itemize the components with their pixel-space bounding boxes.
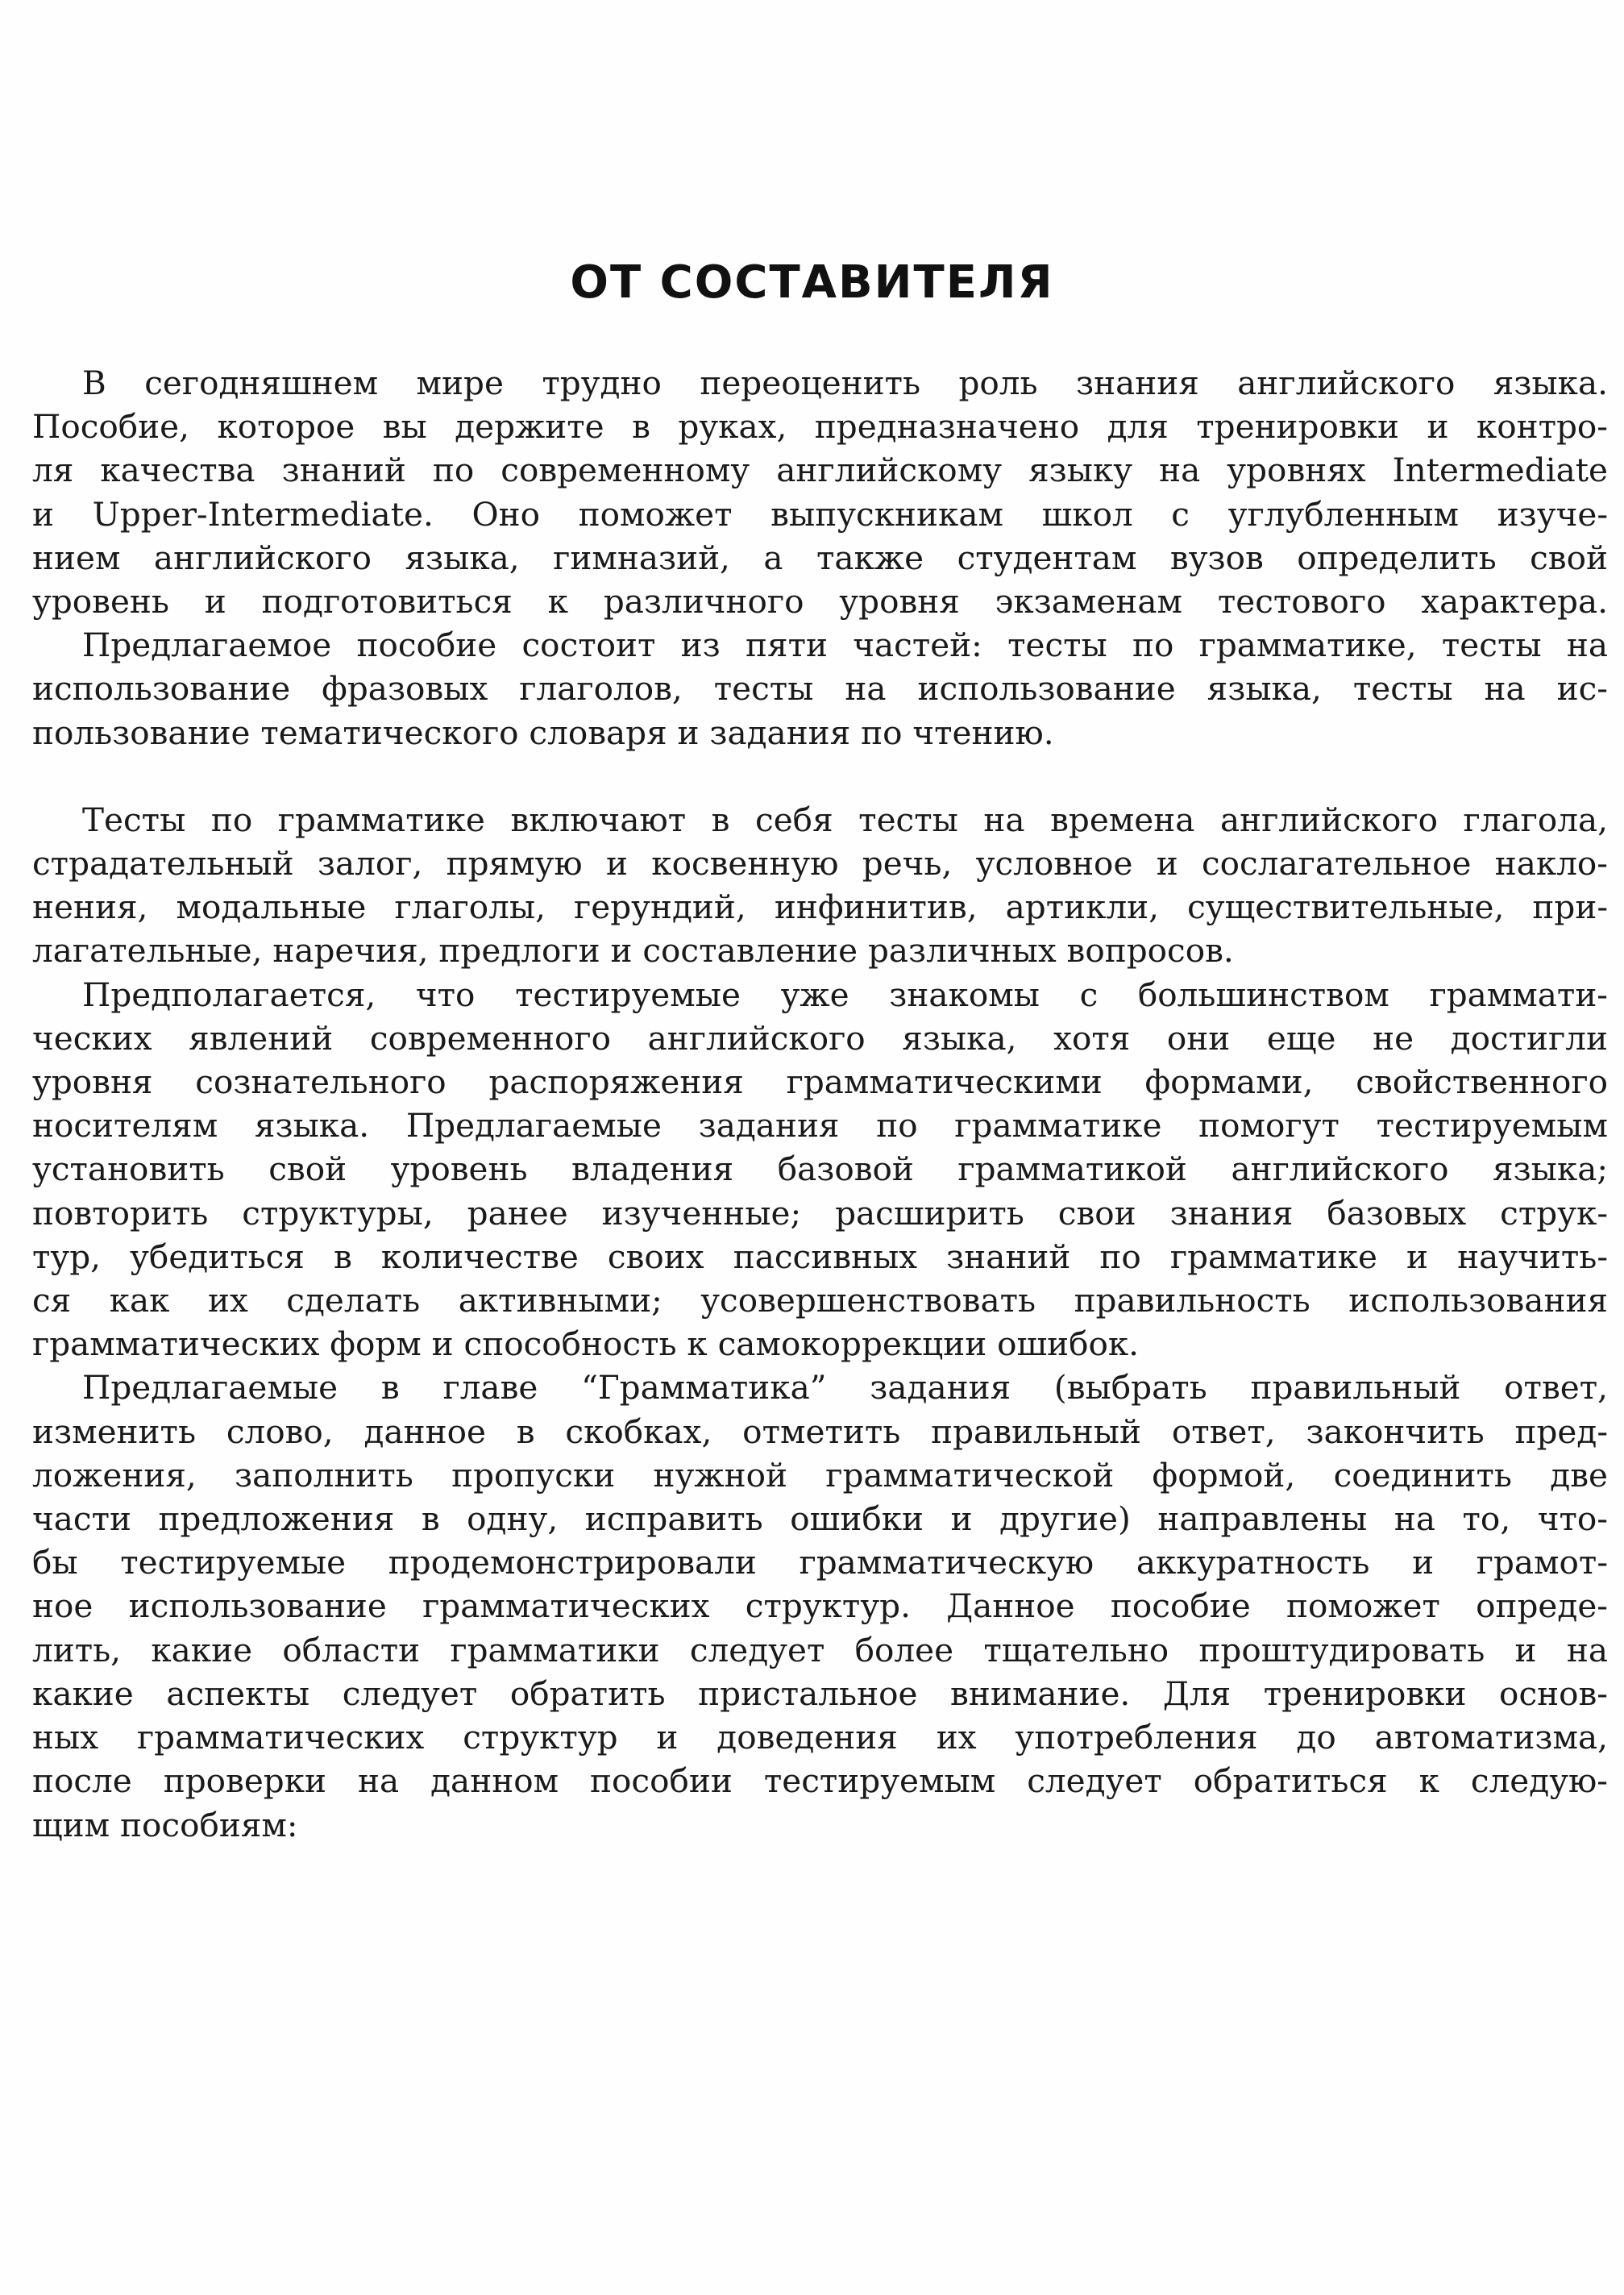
text-line: ложения, заполнить пропуски нужной грамматической формой, соединить две [32, 1455, 1608, 1495]
text-line: уровня сознательного распоряжения грамматическими формами, свойственного [32, 1062, 1608, 1102]
text-line: ля качества знаний по современному английскому языку на уровнях Intermediate [32, 451, 1608, 490]
text-line: нения, модальные глаголы, герундий, инфинитив, артикли, существительные, при- [32, 888, 1608, 927]
text-line: какие аспекты следует обратить пристальное внимание. Для тренировки основ- [32, 1673, 1608, 1713]
paragraph-grammar-tests [32, 798, 1608, 973]
text-line: части предложения в одну, исправить ошибки и другие) направлены на то, что- [32, 1499, 1608, 1539]
text-line: лагательные, наречия, предлоги и составление различных вопросов. [32, 931, 1234, 971]
text-line: Предлагаемые в главе “Грамматика” задания (выбрать правильный ответ, [82, 1368, 1608, 1407]
text-line: и Upper-Intermediate. Оно поможет выпускникам школ с углубленным изуче- [32, 494, 1608, 534]
text-line: тур, убедиться в количестве своих пассивных знаний по грамматике и научить- [32, 1237, 1608, 1276]
text-line: носителям языка. Предлагаемые задания по грамматике помогут тестируемым [32, 1106, 1608, 1145]
text-line: грамматических форм и способность к самокоррекции ошибок. [32, 1324, 1140, 1364]
text-line: Предполагается, что тестируемые уже знакомы с большинством граммати- [82, 975, 1608, 1014]
text-line: ное использование грамматических структур. Данное пособие поможет опреде- [32, 1586, 1608, 1626]
page-title: ОТ СОСТАВИТЕЛЯ [570, 256, 1054, 309]
text-line: страдательный залог, прямую и косвенную речь, условное и сослагательное накло- [32, 844, 1608, 883]
text-line: ных грамматических структур и доведения их употребления до автоматизма, [32, 1718, 1608, 1757]
text-line: установить свой уровень владения базовой грамматикой английского языка; [32, 1150, 1608, 1189]
text-line: лить, какие области грамматики следует более тщательно проштудировать и на [32, 1630, 1608, 1669]
text-line: повторить структуры, ранее изученные; расширить свои знания базовых струк- [32, 1193, 1608, 1233]
text-line: ческих явлений современного английского языка, хотя они еще не достигли [32, 1018, 1608, 1058]
text-line: использование фразовых глаголов, тесты на использование языка, тесты на ис- [32, 669, 1608, 709]
paragraph-grammar-chapter [32, 1366, 1608, 1846]
text-line: пользование тематического словаря и задания по чтению. [32, 713, 1054, 752]
paragraph-gap [32, 755, 1608, 798]
text-line: нием английского языка, гимназий, а также студентам вузов определить свой [32, 538, 1608, 577]
paragraph-assumptions [32, 973, 1608, 1366]
paragraph-intro [32, 361, 1608, 623]
text-line: Пособие, которое вы держите в руках, предназначено для тренировки и контро- [32, 407, 1608, 447]
text-line: Тесты по грамматике включают в себя тесты на времена английского глагола, [82, 800, 1608, 839]
text-line: В сегодняшнем мире трудно переоценить роль знания английского языка. [82, 364, 1608, 402]
text-line: щим пособиям: [32, 1805, 298, 1844]
paragraph-structure [32, 623, 1608, 755]
text-line: ся как их сделать активными; усовершенствовать правильность использования [32, 1281, 1608, 1320]
body-text [32, 361, 1608, 1847]
text-line: после проверки на данном пособии тестируемым следует обратиться к следую- [32, 1761, 1608, 1801]
text-line: уровень и подготовиться к различного уровня экзаменам тестового характера. [32, 582, 1608, 622]
text-line: бы тестируемые продемонстрировали грамматическую аккуратность и грамот- [32, 1543, 1608, 1582]
text-line: Предлагаемое пособие состоит из пяти частей: тесты по грамматике, тесты на [82, 626, 1608, 665]
text-line: изменить слово, данное в скобках, отметить правильный ответ, закончить пред- [32, 1412, 1608, 1451]
